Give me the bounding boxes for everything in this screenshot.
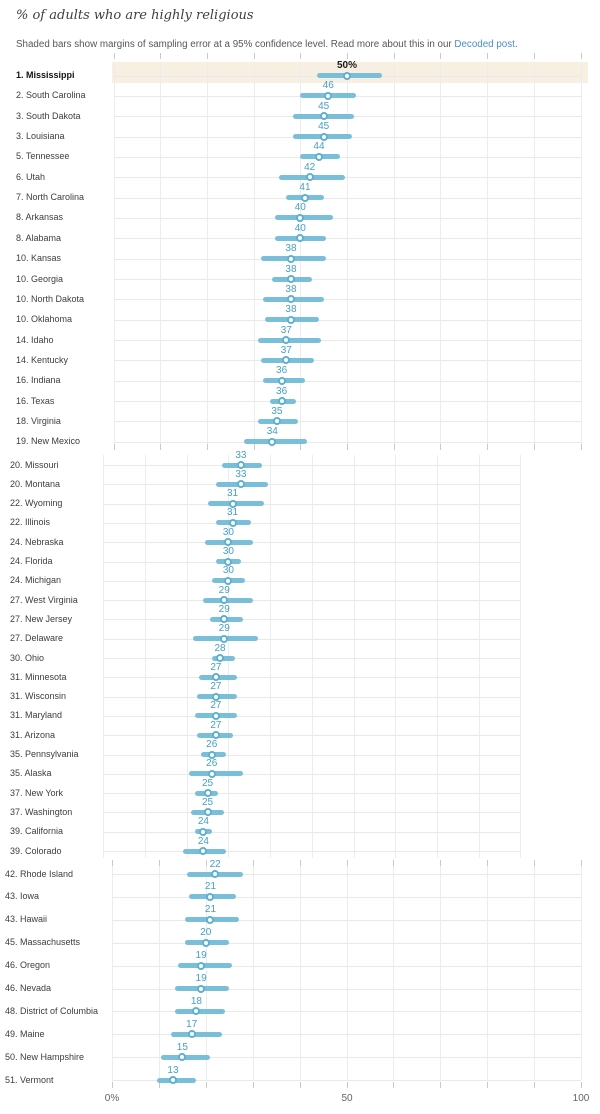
- axis-tick: [159, 1082, 160, 1088]
- state-label: 20. Montana: [10, 478, 61, 489]
- gridline: [145, 455, 146, 858]
- gridline: [347, 62, 348, 444]
- axis-tick: [300, 860, 301, 866]
- row-gridline: [103, 832, 520, 833]
- axis-tick: [112, 860, 113, 866]
- row-gridline: [103, 581, 520, 582]
- value-dot: [287, 275, 295, 283]
- state-label: 46. Oregon: [5, 960, 51, 971]
- value-label: 13: [167, 1064, 179, 1076]
- value-dot: [208, 770, 216, 778]
- value-dot: [224, 577, 232, 585]
- axis-tick: [347, 444, 348, 450]
- state-label: 24. Florida: [10, 556, 53, 566]
- gridline: [270, 455, 271, 858]
- value-label: 28: [214, 642, 226, 654]
- state-label: 5. Tennessee: [16, 151, 70, 162]
- value-label: 29: [218, 584, 230, 596]
- axis-tick: [581, 444, 582, 450]
- axis-tick: [534, 53, 535, 59]
- value-label: 30: [222, 546, 234, 557]
- value-label: 31: [227, 488, 239, 500]
- value-dot: [282, 356, 290, 364]
- state-label: 10. Kansas: [16, 253, 62, 264]
- value-dot: [278, 397, 286, 405]
- value-dot: [287, 295, 295, 303]
- state-label: 31. Wisconsin: [10, 691, 67, 702]
- state-label: 16. Texas: [16, 395, 55, 406]
- value-dot: [212, 712, 220, 720]
- value-dot: [320, 133, 328, 141]
- axis-tick: [393, 860, 394, 866]
- state-label: 31. Minnesota: [10, 671, 67, 682]
- gridline: [440, 866, 441, 1080]
- row-gridline: [114, 279, 581, 280]
- gridline: [487, 866, 488, 1080]
- row-gridline: [103, 562, 520, 563]
- value-dot: [212, 673, 220, 681]
- state-label: 27. Delaware: [10, 633, 64, 644]
- axis-tick: [207, 53, 208, 59]
- axis-tick: [160, 444, 161, 450]
- value-dot: [188, 1030, 196, 1038]
- value-dot: [212, 731, 220, 739]
- value-dot: [306, 173, 314, 181]
- axis-tick: [581, 1082, 582, 1088]
- value-dot: [229, 500, 237, 508]
- value-label: 27: [210, 681, 222, 693]
- row-gridline: [114, 198, 581, 199]
- state-label: 43. Iowa: [5, 891, 40, 902]
- value-label: 30: [222, 526, 234, 538]
- value-dot: [202, 939, 210, 947]
- state-label: 10. North Dakota: [16, 293, 85, 304]
- state-label: 35. Pennsylvania: [10, 749, 79, 759]
- row-gridline: [114, 360, 581, 361]
- row-gridline: [114, 401, 581, 402]
- row-gridline: [103, 504, 520, 505]
- chart-note: [16, 39, 518, 50]
- value-dot: [199, 828, 207, 836]
- state-label: 24. Michigan: [10, 575, 62, 586]
- gridline: [354, 455, 355, 858]
- axis-tick: [300, 444, 301, 450]
- value-label: 22: [209, 858, 221, 870]
- axis-tick: [160, 53, 161, 59]
- row-gridline: [103, 812, 520, 813]
- axis-tick: [347, 53, 348, 59]
- state-label: 42. Rhode Island: [5, 868, 74, 879]
- row-gridline: [103, 600, 520, 601]
- note-text: Shaded bars show margins of sampling error at a 95% confidence level. Read more about this in our: [16, 39, 455, 50]
- value-label: 24: [197, 835, 209, 847]
- gridline: [487, 62, 488, 444]
- x-axis-label-100: 100: [572, 1093, 590, 1104]
- value-label: 36: [276, 365, 288, 377]
- value-label: 45: [318, 121, 330, 133]
- axis-tick: [253, 1082, 254, 1088]
- value-label: 26: [206, 739, 218, 750]
- value-dot: [278, 377, 286, 385]
- row-gridline: [114, 238, 581, 239]
- gridline: [112, 866, 113, 1080]
- row-gridline: [114, 299, 581, 300]
- gridline: [534, 62, 535, 444]
- gridline: [160, 62, 161, 444]
- value-dot: [208, 751, 216, 759]
- gridline: [581, 62, 582, 444]
- axis-tick: [347, 860, 348, 866]
- value-label: 31: [227, 507, 239, 519]
- state-label: 16. Indiana: [16, 375, 61, 386]
- value-dot: [343, 72, 351, 80]
- row-gridline: [114, 177, 581, 178]
- row-gridline: [114, 320, 581, 321]
- axis-tick: [114, 53, 115, 59]
- value-dot: [199, 847, 207, 855]
- value-label: 21: [204, 881, 217, 893]
- gridline: [395, 455, 396, 858]
- state-label: 3. Louisiana: [16, 131, 65, 142]
- state-label: 46. Nevada: [5, 983, 52, 993]
- value-label: 20: [200, 927, 212, 939]
- state-label: 51. Vermont: [5, 1074, 54, 1085]
- gridline: [254, 62, 255, 444]
- row-gridline: [103, 619, 520, 620]
- state-label: 18. Virginia: [16, 415, 61, 426]
- state-label: 27. New Jersey: [10, 613, 73, 624]
- state-label: 39. Colorado: [10, 845, 62, 856]
- gridline: [347, 866, 348, 1080]
- value-label: 34: [266, 426, 278, 438]
- state-label: 43. Hawaii: [5, 914, 48, 925]
- state-label: 20. Missouri: [10, 459, 59, 470]
- value-label: 30: [222, 565, 234, 577]
- value-label: 38: [285, 283, 297, 295]
- row-gridline: [114, 218, 581, 219]
- axis-tick: [253, 860, 254, 866]
- state-label: 31. Maryland: [10, 710, 63, 721]
- value-label: 25: [201, 796, 214, 808]
- value-dot: [273, 417, 281, 425]
- value-label: 40: [294, 222, 306, 234]
- axis-tick: [114, 444, 115, 450]
- axis-tick: [394, 444, 395, 450]
- axis-tick: [581, 53, 582, 59]
- value-dot: [237, 480, 245, 488]
- value-label: 50%: [336, 60, 357, 71]
- value-dot: [287, 316, 295, 324]
- row-gridline: [103, 793, 520, 794]
- error-bar: [203, 598, 253, 603]
- axis-tick: [440, 444, 441, 450]
- value-dot: [169, 1076, 177, 1084]
- value-dot: [320, 112, 328, 120]
- value-dot: [268, 438, 276, 446]
- value-dot: [315, 153, 323, 161]
- value-label: 38: [285, 243, 297, 255]
- value-dot: [224, 558, 232, 566]
- value-label: 38: [285, 304, 297, 316]
- row-gridline: [103, 484, 520, 485]
- row-gridline: [114, 157, 581, 158]
- value-label: 29: [218, 623, 230, 635]
- row-gridline: [103, 851, 520, 852]
- value-label: 33: [235, 468, 247, 480]
- gridline: [312, 455, 313, 858]
- axis-tick: [534, 860, 535, 866]
- value-dot: [220, 615, 228, 623]
- value-dot: [220, 596, 228, 604]
- axis-tick: [534, 1082, 535, 1088]
- state-label: 49. Maine: [5, 1028, 45, 1039]
- value-label: 25: [201, 777, 214, 789]
- row-gridline: [103, 697, 520, 698]
- state-label: 31. Arizona: [10, 729, 56, 740]
- state-label: 22. Wyoming: [10, 498, 63, 509]
- x-axis-label-50: 50: [341, 1093, 353, 1104]
- value-label: 44: [313, 141, 325, 153]
- gridline: [159, 866, 160, 1080]
- state-label: 22. Illinois: [10, 517, 51, 528]
- axis-tick: [393, 1082, 394, 1088]
- value-dot: [220, 635, 228, 643]
- state-label: 45. Massachusetts: [5, 937, 81, 948]
- value-dot: [224, 538, 232, 546]
- row-gridline: [103, 523, 520, 524]
- value-label: 36: [276, 385, 288, 397]
- value-dot: [287, 255, 295, 263]
- value-dot: [296, 214, 304, 222]
- value-dot: [206, 916, 214, 924]
- value-label: 40: [294, 202, 306, 214]
- row-gridline: [112, 874, 581, 875]
- axis-tick: [347, 1082, 348, 1088]
- value-dot: [197, 962, 205, 970]
- state-label: 27. West Virginia: [10, 594, 78, 605]
- gridline: [103, 455, 104, 858]
- axis-tick: [440, 1082, 441, 1088]
- gridline: [253, 866, 254, 1080]
- state-label: 8. Arkansas: [16, 212, 64, 223]
- value-dot: [324, 92, 332, 100]
- row-gridline: [112, 943, 581, 944]
- value-label: 41: [299, 182, 311, 194]
- value-dot: [206, 893, 214, 901]
- value-dot: [204, 808, 212, 816]
- row-gridline: [114, 259, 581, 260]
- axis-tick: [487, 1082, 488, 1088]
- value-dot: [282, 336, 290, 344]
- value-label: 27: [210, 719, 222, 731]
- axis-tick: [487, 444, 488, 450]
- value-label: 42: [304, 161, 316, 173]
- state-label: 14. Idaho: [16, 334, 54, 345]
- value-label: 19: [195, 950, 207, 962]
- gridline: [207, 62, 208, 444]
- value-dot: [301, 194, 309, 202]
- state-label: 37. New York: [10, 787, 64, 798]
- gridline: [114, 62, 115, 444]
- state-label: 3. South Dakota: [16, 110, 81, 121]
- row-gridline: [103, 774, 520, 775]
- gridline: [520, 455, 521, 858]
- value-label: 26: [206, 758, 218, 770]
- row-gridline: [112, 920, 581, 921]
- value-dot: [211, 870, 219, 878]
- axis-tick: [112, 1082, 113, 1088]
- gridline: [534, 866, 535, 1080]
- value-label: 15: [176, 1041, 188, 1053]
- value-label: 46: [322, 80, 334, 92]
- x-axis-label-0: 0%: [104, 1093, 120, 1104]
- value-dot: [237, 461, 245, 469]
- state-label: 8. Alabama: [16, 232, 62, 243]
- gridline: [437, 455, 438, 858]
- value-label: 37: [280, 324, 292, 336]
- axis-tick: [487, 53, 488, 59]
- axis-tick: [206, 1082, 207, 1088]
- axis-tick: [581, 860, 582, 866]
- state-label: 24. Nebraska: [10, 536, 64, 547]
- state-label: 39. California: [10, 826, 64, 837]
- axis-tick: [440, 53, 441, 59]
- value-label: 27: [210, 661, 222, 673]
- state-label: 50. New Hampshire: [5, 1051, 85, 1062]
- value-label: 27: [210, 700, 222, 712]
- gridline: [440, 62, 441, 444]
- state-label: 19. New Mexico: [16, 436, 81, 447]
- state-label: 37. Washington: [10, 806, 73, 817]
- value-label: 19: [195, 973, 207, 984]
- note-text-end: .: [514, 39, 518, 50]
- value-label: 21: [204, 904, 217, 916]
- value-label: 35: [271, 405, 283, 417]
- axis-tick: [534, 444, 535, 450]
- gridline: [581, 866, 582, 1080]
- value-dot: [296, 234, 304, 242]
- axis-tick: [487, 860, 488, 866]
- gridline: [393, 866, 394, 1080]
- state-label: 10. Oklahoma: [16, 314, 73, 325]
- axis-tick: [440, 860, 441, 866]
- state-label: 35. Alaska: [10, 768, 52, 779]
- state-label: 48. District of Columbia: [5, 1005, 99, 1016]
- row-gridline: [103, 639, 520, 640]
- axis-tick: [394, 53, 395, 59]
- error-bar: [189, 771, 243, 776]
- value-dot: [229, 519, 237, 527]
- state-label: 1. Mississippi: [16, 70, 75, 80]
- value-dot: [178, 1053, 186, 1061]
- row-gridline: [103, 465, 520, 466]
- row-gridline: [114, 421, 581, 422]
- gridline: [300, 866, 301, 1080]
- error-bar: [171, 1032, 223, 1037]
- row-gridline: [103, 677, 520, 678]
- value-label: 18: [190, 995, 202, 1007]
- value-label: 37: [280, 344, 292, 356]
- gridline: [479, 455, 480, 858]
- value-label: 33: [235, 449, 247, 461]
- axis-tick: [300, 1082, 301, 1088]
- axis-tick: [254, 53, 255, 59]
- state-label: 6. Utah: [16, 171, 46, 182]
- row-gridline: [103, 658, 520, 659]
- row-gridline: [114, 442, 581, 443]
- value-label: 29: [218, 603, 230, 615]
- row-gridline: [103, 716, 520, 717]
- value-dot: [197, 985, 205, 993]
- state-label: 14. Kentucky: [16, 354, 69, 365]
- value-dot: [216, 654, 224, 662]
- row-gridline: [114, 340, 581, 341]
- value-label: 17: [186, 1018, 198, 1030]
- state-label: 10. Georgia: [16, 273, 64, 284]
- axis-tick: [159, 860, 160, 866]
- row-gridline: [103, 542, 520, 543]
- value-dot: [192, 1007, 200, 1015]
- value-label: 24: [197, 816, 209, 828]
- state-label: 30. Ohio: [10, 652, 45, 663]
- axis-tick: [207, 444, 208, 450]
- value-dot: [204, 789, 212, 797]
- decoded-post-link[interactable]: Decoded post: [454, 39, 515, 50]
- row-gridline: [103, 735, 520, 736]
- state-label: 7. North Carolina: [16, 192, 85, 203]
- value-label: 45: [318, 100, 330, 112]
- row-gridline: [103, 755, 520, 756]
- gridline: [394, 62, 395, 444]
- axis-tick: [300, 53, 301, 59]
- chart-title: % of adults who are highly religious: [16, 8, 254, 23]
- value-dot: [212, 693, 220, 701]
- row-gridline: [112, 897, 581, 898]
- value-label: 38: [285, 263, 297, 275]
- state-label: 2. South Carolina: [16, 90, 86, 101]
- row-gridline: [114, 381, 581, 382]
